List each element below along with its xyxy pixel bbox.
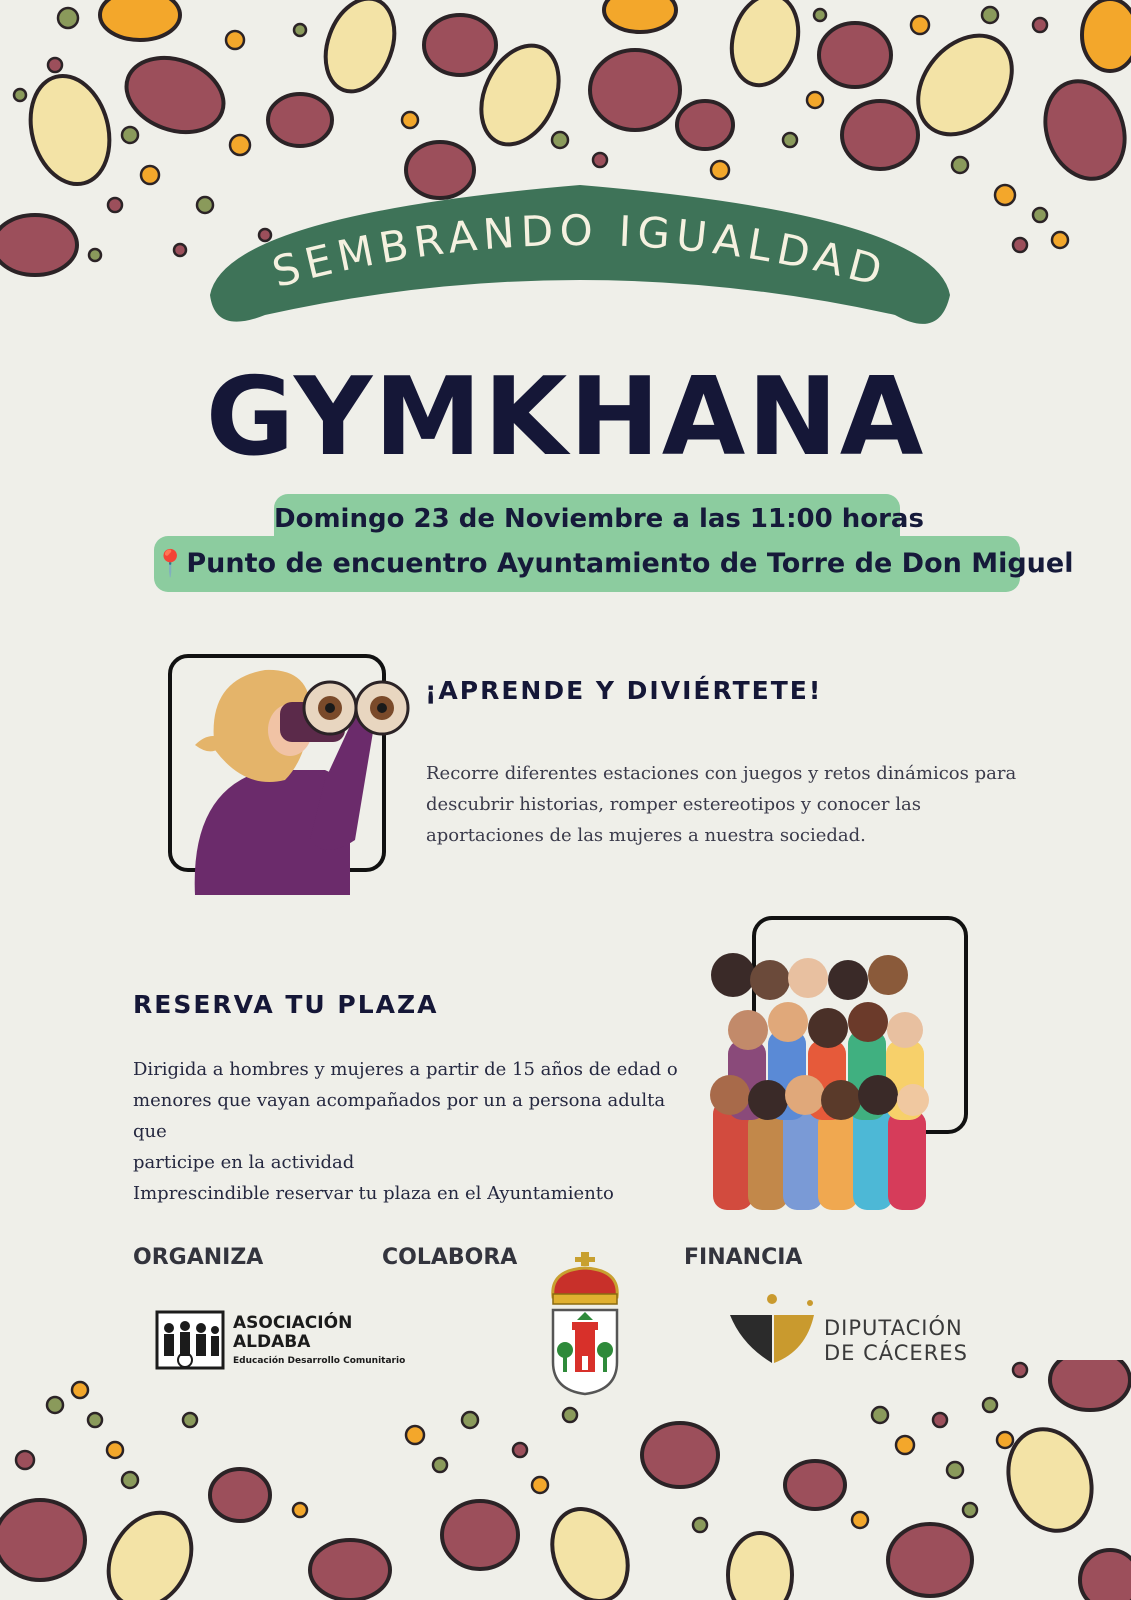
section-heading-reserve: RESERVA TU PLAZA <box>133 990 439 1019</box>
aldaba-tagline: Educación Desarrollo Comunitario <box>233 1356 406 1366</box>
aldaba-line2: ALDABA <box>233 1332 311 1352</box>
event-date: Domingo 23 de Noviembre a las 11:00 horas <box>274 504 924 534</box>
beans-decoration-bottom <box>0 1360 1131 1600</box>
text-line: Dirigida a hombres y mujeres a partir de 15 años de edad o <box>133 1059 678 1080</box>
text-line: participe en la actividad <box>133 1152 355 1173</box>
text-line: descubrir historias, romper estereotipos y conocer las <box>426 794 921 815</box>
text-line: menores que vayan acompañados por un a persona adulta que <box>133 1090 666 1142</box>
binoculars-woman-illustration <box>175 660 415 895</box>
colabora-label: COLABORA <box>382 1245 518 1270</box>
event-title: GYMKHANA <box>205 355 926 480</box>
map-pin-icon: 📍 <box>154 549 187 579</box>
section-text-learn <box>426 758 1026 851</box>
crowd-illustration <box>708 950 930 1210</box>
financia-label: FINANCIA <box>684 1245 803 1270</box>
banner-text: SEMBRANDO IGUALDAD <box>267 205 893 297</box>
section-heading-learn: ¡APRENDE Y DIVIÉRTETE! <box>425 676 823 705</box>
organiza-label: ORGANIZA <box>133 1245 264 1270</box>
diputacion-line2: DE CÁCERES <box>824 1341 968 1365</box>
section-text-reserve <box>133 1054 703 1209</box>
diputacion-logo <box>728 1293 816 1365</box>
text-line: Imprescindible reservar tu plaza en el Ayuntamiento <box>133 1183 614 1204</box>
diputacion-line1: DIPUTACIÓN <box>824 1316 963 1340</box>
text-line: aportaciones de las mujeres a nuestra sociedad. <box>426 825 866 846</box>
aldaba-line1: ASOCIACIÓN <box>233 1313 353 1333</box>
text-line: Recorre diferentes estaciones con juegos y retos dinámicos para <box>426 763 1017 784</box>
place-pill <box>154 536 1074 592</box>
event-place: Punto de encuentro Ayuntamiento de Torre de Don Miguel <box>186 548 1074 579</box>
aldaba-name <box>233 1314 373 1352</box>
banner-ribbon <box>195 175 965 345</box>
diputacion-name <box>824 1316 968 1366</box>
